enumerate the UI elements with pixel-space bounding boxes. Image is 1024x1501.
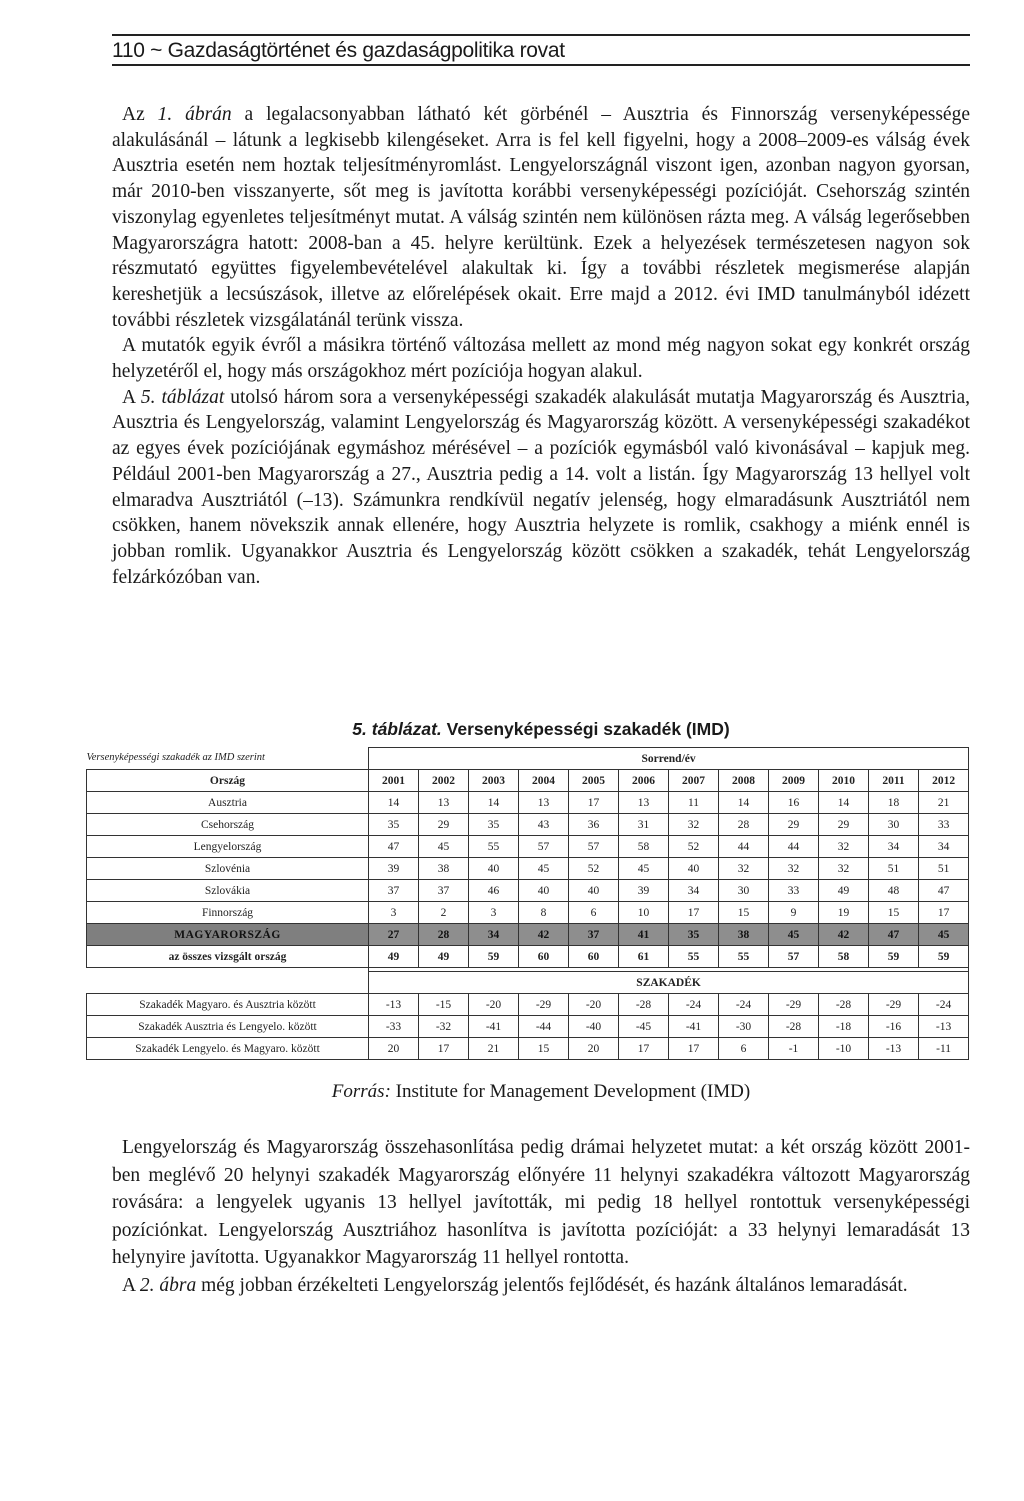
table-cell: 17: [669, 902, 719, 924]
table-cell: -11: [919, 1038, 969, 1060]
table-cell: 51: [869, 858, 919, 880]
table-cell: 45: [919, 924, 969, 946]
table-title: 5. táblázat. Versenyképességi szakadék (IMD): [352, 719, 730, 739]
table-cell: 45: [519, 858, 569, 880]
table-cell: -20: [569, 994, 619, 1016]
gap-header: SZAKADÉK: [369, 972, 969, 994]
table-cell: -29: [519, 994, 569, 1016]
table-cell: 13: [419, 792, 469, 814]
row-label: Szakadék Ausztria és Lengyelo. között: [87, 1016, 369, 1038]
table-cell: 36: [569, 814, 619, 836]
table-cell: 59: [919, 946, 969, 968]
table-cell: 33: [769, 880, 819, 902]
table-cell: 47: [869, 924, 919, 946]
table-cell: 38: [419, 858, 469, 880]
table-cell: 52: [569, 858, 619, 880]
table-cell: 3: [469, 902, 519, 924]
figure-reference: 2. ábra: [139, 1274, 197, 1296]
table-cell: 9: [769, 902, 819, 924]
row-label: Szlovákia: [87, 880, 369, 902]
table-cell: 45: [419, 836, 469, 858]
table-cell: -28: [619, 994, 669, 1016]
table-cell: 58: [619, 836, 669, 858]
table-cell: 34: [869, 836, 919, 858]
table-row: [87, 946, 969, 968]
table-cell: 45: [769, 924, 819, 946]
table-cell: 57: [519, 836, 569, 858]
table-cell: 27: [369, 924, 419, 946]
country-header: Ország: [87, 770, 369, 792]
running-header: [112, 34, 970, 66]
table-cell: 40: [569, 880, 619, 902]
table-cell: 32: [669, 814, 719, 836]
table-cell: 28: [419, 924, 469, 946]
group-header: Sorrend/év: [369, 748, 969, 770]
table-cell: -20: [469, 994, 519, 1016]
table-reference: 5. táblázat: [140, 386, 225, 408]
table-cell: 38: [719, 924, 769, 946]
table-cell: 49: [419, 946, 469, 968]
table-cell: 30: [719, 880, 769, 902]
table-row: [87, 924, 969, 946]
table-cell: -29: [869, 994, 919, 1016]
table-cell: 18: [869, 792, 919, 814]
table-cell: 33: [919, 814, 969, 836]
table-cell: 47: [369, 836, 419, 858]
table-cell: -44: [519, 1016, 569, 1038]
row-label: Szakadék Lengyelo. és Magyaro. között: [87, 1038, 369, 1060]
table-cell: 14: [469, 792, 519, 814]
table-cell: 44: [719, 836, 769, 858]
year-header: 2007: [669, 770, 719, 792]
table-cell: 48: [869, 880, 919, 902]
table-row: [87, 1016, 969, 1038]
table-cell: 29: [419, 814, 469, 836]
table-cell: 34: [669, 880, 719, 902]
table-cell: -33: [369, 1016, 419, 1038]
table-cell: 14: [369, 792, 419, 814]
table-cell: 19: [819, 902, 869, 924]
table-cell: 55: [469, 836, 519, 858]
table-cell: 20: [369, 1038, 419, 1060]
table-cell: 15: [869, 902, 919, 924]
table-cell: -28: [819, 994, 869, 1016]
table-cell: -1: [769, 1038, 819, 1060]
table-cell: 40: [469, 858, 519, 880]
table-cell: 44: [769, 836, 819, 858]
table-cell: 37: [569, 924, 619, 946]
table-cell: 37: [419, 880, 469, 902]
table-cell: 11: [669, 792, 719, 814]
table-cell: 59: [869, 946, 919, 968]
table-cell: 35: [469, 814, 519, 836]
row-label: Szlovénia: [87, 858, 369, 880]
table-cell: 37: [369, 880, 419, 902]
table-cell: 29: [819, 814, 869, 836]
table-caption: Versenyképességi szakadék az IMD szerint: [87, 748, 369, 770]
row-label: Lengyelország: [87, 836, 369, 858]
row-label: Szakadék Magyaro. és Ausztria között: [87, 994, 369, 1016]
body-text-top: [112, 102, 970, 590]
table-cell: 60: [569, 946, 619, 968]
table-cell: 29: [769, 814, 819, 836]
table-cell: 52: [669, 836, 719, 858]
year-header: 2012: [919, 770, 969, 792]
table-cell: -13: [869, 1038, 919, 1060]
table-cell: 15: [519, 1038, 569, 1060]
table-cell: 49: [819, 880, 869, 902]
row-label: Csehország: [87, 814, 369, 836]
table-cell: 34: [469, 924, 519, 946]
table-cell: 17: [569, 792, 619, 814]
table-cell: 40: [669, 858, 719, 880]
table-cell: 10: [619, 902, 669, 924]
table-cell: 35: [669, 924, 719, 946]
row-label: Ausztria: [87, 792, 369, 814]
table-cell: 21: [469, 1038, 519, 1060]
table-cell: -40: [569, 1016, 619, 1038]
paragraph: A 2. ábra még jobban érzékelteti Lengyelország jelentős fejlődését, és hazánk általános lemaradását.: [122, 1274, 908, 1296]
table-cell: 15: [719, 902, 769, 924]
row-label: MAGYARORSZÁG: [87, 924, 369, 946]
table-cell: -24: [669, 994, 719, 1016]
paragraph: Az 1. ábrán a legalacsonyabban látható két görbénél – Ausztria és Finnország versenyképessége alakulásánál – látunk a legkisebb kilengéseket. Arra is fel kell figyelni, hogy a 2008–2009-es válság évek Ausztria esetén nem hoztak teljesítményromlást. Lengyelországnál viszont igen, azonban nagyon gyorsan, már 2010-ben visszanyerte, sőt meg is javította korábbi versenyképességi pozícióját. Csehország szintén viszonylag egyenletes teljesítményt mutat. A válság szintén nem különösen rázta meg. A válság legerősebben Magyarországra hatott: 2008-ban a 45. helyre kerültünk. Ezek a helyezések természetesen nagyon sok részmutató együttes figyelembevételével alakultak ki. Így a további részletek megismerése alapján kereshetjük a lecsúszások, illetve az előrelépések okait. Erre majd a 2012. évi IMD tanulmányból idézett további részletek vizsgálatánál terünk vissza.: [112, 104, 970, 331]
table-cell: 2: [419, 902, 469, 924]
year-header: 2003: [469, 770, 519, 792]
table-cell: 49: [369, 946, 419, 968]
table-cell: 21: [919, 792, 969, 814]
table-cell: 40: [519, 880, 569, 902]
table-cell: -15: [419, 994, 469, 1016]
table-cell: 30: [869, 814, 919, 836]
table-cell: 17: [619, 1038, 669, 1060]
table-cell: 35: [369, 814, 419, 836]
table-cell: 55: [669, 946, 719, 968]
table-cell: -24: [919, 994, 969, 1016]
table-cell: -32: [419, 1016, 469, 1038]
table-cell: -28: [769, 1016, 819, 1038]
table-cell: -45: [619, 1016, 669, 1038]
year-header: 2001: [369, 770, 419, 792]
table-cell: 51: [919, 858, 969, 880]
table-cell: -16: [869, 1016, 919, 1038]
table-cell: -10: [819, 1038, 869, 1060]
table-cell: 8: [519, 902, 569, 924]
year-header: 2005: [569, 770, 619, 792]
table-cell: 17: [669, 1038, 719, 1060]
table-cell: 32: [719, 858, 769, 880]
table-cell: 31: [619, 814, 669, 836]
year-header: 2009: [769, 770, 819, 792]
table-cell: 39: [369, 858, 419, 880]
paragraph: Lengyelország és Magyarország összehasonlítása pedig drámai helyzetet mutat: a két ország között 2001-ben meglévő 20 helynyi szakadék Magyarország előnyére 11 helynyi szakadékra változott Magyarország rovására: a lengyelek ugyanis 13 hellyel javították, mi pedig 18 hellyel rontottuk versenyképességi pozíciónkat. Lengyelország Ausztriához hasonlítva is javította pozícióját: a 33 helynyi lemaradását 13 helynyire javította. Ugyanakkor Magyarország 11 hellyel rontotta.: [112, 1137, 970, 1268]
table-cell: 55: [719, 946, 769, 968]
year-header: 2002: [419, 770, 469, 792]
table-cell: 57: [769, 946, 819, 968]
table-cell: 6: [569, 902, 619, 924]
competitiveness-table: [86, 747, 969, 1060]
table-cell: 43: [519, 814, 569, 836]
table-source: Forrás: Institute for Management Development (IMD): [331, 1081, 751, 1102]
table-cell: -41: [669, 1016, 719, 1038]
table-cell: -41: [469, 1016, 519, 1038]
year-header: 2010: [819, 770, 869, 792]
table-cell: -13: [919, 1016, 969, 1038]
table-row: [87, 836, 969, 858]
table-row: [87, 902, 969, 924]
table-row: [87, 792, 969, 814]
table-row: [87, 814, 969, 836]
table-row: [87, 880, 969, 902]
table-cell: 47: [919, 880, 969, 902]
table-cell: 17: [419, 1038, 469, 1060]
table-cell: -24: [719, 994, 769, 1016]
table-cell: 46: [469, 880, 519, 902]
table-cell: 16: [769, 792, 819, 814]
table-cell: 57: [569, 836, 619, 858]
table-cell: 42: [819, 924, 869, 946]
row-label: az összes vizsgált ország: [87, 946, 369, 968]
paragraph: A mutatók egyik évről a másikra történő változása mellett az mond még nagyon sokat egy konkrét ország helyzetéről el, hogy más országokhoz mért pozíciója hogyan alakul.: [112, 335, 970, 383]
table-row: [87, 1038, 969, 1060]
table-row: [87, 858, 969, 880]
table-cell: 13: [519, 792, 569, 814]
year-header: 2008: [719, 770, 769, 792]
table-cell: 58: [819, 946, 869, 968]
table-cell: 32: [769, 858, 819, 880]
table-cell: 3: [369, 902, 419, 924]
table-cell: 17: [919, 902, 969, 924]
row-label: Finnország: [87, 902, 369, 924]
table-cell: -29: [769, 994, 819, 1016]
year-header: 2006: [619, 770, 669, 792]
table-cell: 41: [619, 924, 669, 946]
table-cell: -18: [819, 1016, 869, 1038]
table-cell: 13: [619, 792, 669, 814]
table-cell: 42: [519, 924, 569, 946]
table-row: [87, 994, 969, 1016]
table-cell: 61: [619, 946, 669, 968]
table-cell: -13: [369, 994, 419, 1016]
table-cell: -30: [719, 1016, 769, 1038]
table-cell: 32: [819, 858, 869, 880]
table-cell: 32: [819, 836, 869, 858]
table-cell: 14: [819, 792, 869, 814]
table-cell: 20: [569, 1038, 619, 1060]
table-cell: 28: [719, 814, 769, 836]
body-text-bottom: [112, 1134, 970, 1299]
year-header: 2004: [519, 770, 569, 792]
table-cell: 14: [719, 792, 769, 814]
table-cell: 6: [719, 1038, 769, 1060]
year-header: 2011: [869, 770, 919, 792]
paragraph: A 5. táblázat utolsó három sora a versenyképességi szakadék alakulását mutatja Magyarország és Ausztria, Ausztria és Lengyelország, valamint Lengyelország és Magyarország között. A versenyképességi szakadékot az egyes évek pozíciójának egymáshoz mérésével – a pozíciók egymásból való kivonásával – kapjuk meg. Például 2001-ben Magyarország a 27., Ausztria pedig a 14. volt a listán. Így Magyarország 13 hellyel volt elmaradva Ausztriától (–13). Számunkra rendkívül negatív jelenség, hogy elmaradásunk Ausztriától nem csökken, hanem növekszik annak ellenére, hogy Ausztria helyzete is romlik, csakhogy a miénk ennél is jobban romlik. Ugyanakkor Ausztria és Lengyelország között csökken a szakadék, tehát Lengyelország felzárkózóban van.: [112, 386, 970, 588]
running-header-title: 110 ~ Gazdaságtörténet és gazdaságpolitika rovat: [112, 39, 565, 62]
table-cell: 59: [469, 946, 519, 968]
table-cell: 45: [619, 858, 669, 880]
table-cell: 60: [519, 946, 569, 968]
table-cell: 39: [619, 880, 669, 902]
figure-reference: 1. ábrán: [157, 104, 232, 125]
table-cell: 34: [919, 836, 969, 858]
